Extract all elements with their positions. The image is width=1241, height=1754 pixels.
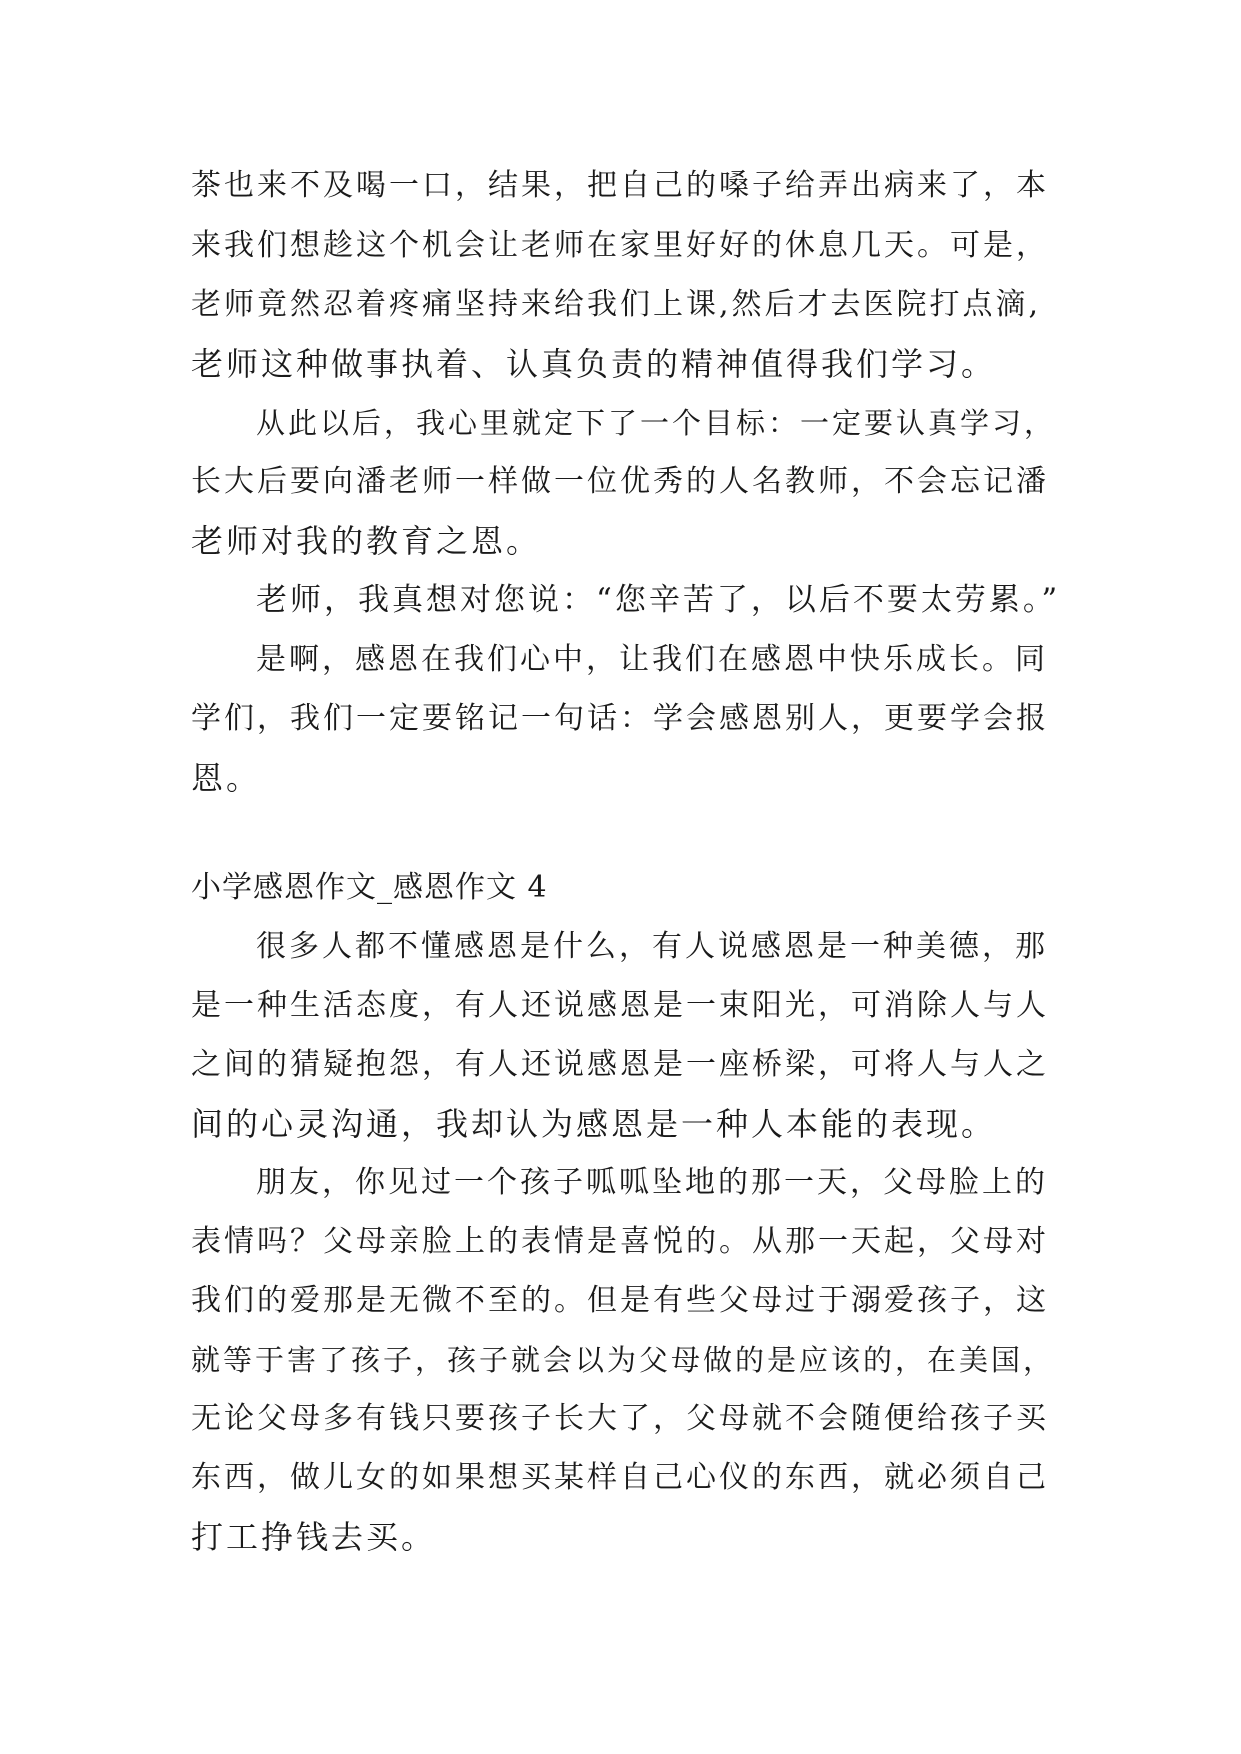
text-line: 从此以后，我心里就定下了一个目标：一定要认真学习， [256,406,1057,440]
text-line: 之间的猜疑抱怨，有人还说感恩是一座桥梁，可将人与人之 [191,1047,1049,1082]
text-line: 间的心灵沟通，我却认为感恩是一种人本能的表现。 [191,1105,997,1143]
text-line: 来我们想趁这个机会让老师在家里好好的休息几天。可是， [191,228,1049,263]
text-line: 表情吗？父母亲脸上的表情是喜悦的。从那一天起，父母对 [191,1224,1049,1259]
text-line: 茶也来不及喝一口，结果，把自己的嗓子给弄出病来了，本 [191,168,1049,203]
text-line: 我们的爱那是无微不至的。但是有些父母过于溺爱孩子，这 [191,1283,1049,1318]
text-line: 是啊，感恩在我们心中，让我们在感恩中快乐成长。同 [256,642,1048,677]
text-line: 老师这种做事执着、认真负责的精神值得我们学习。 [191,345,997,383]
text-line: 朋友，你见过一个孩子呱呱坠地的那一天，父母脸上的 [256,1165,1048,1200]
text-line: 打工挣钱去买。 [191,1518,437,1556]
text-line: 恩。 [191,759,262,797]
text-line: 老师竟然忍着疼痛坚持来给我们上课,然后才去医院打点滴, [191,287,1042,322]
text-line: 长大后要向潘老师一样做一位优秀的人名教师，不会忘记潘 [191,464,1049,499]
text-line: 老师，我真想对您说：“您辛苦了，以后不要太劳累。” [256,582,1061,618]
text-line: 就等于害了孩子，孩子就会以为父母做的是应该的，在美国， [191,1343,1056,1377]
text-line: 无论父母多有钱只要孩子长大了，父母就不会随便给孩子买 [191,1401,1049,1436]
text-line: 东西，做儿女的如果想买某样自己心仪的东西，就必须自己 [191,1460,1049,1495]
text-line: 学们，我们一定要铭记一句话：学会感恩别人，更要学会报 [191,701,1049,736]
text-line: 老师对我的教育之恩。 [191,522,542,560]
text-line: 很多人都不懂感恩是什么，有人说感恩是一种美德，那 [256,929,1048,964]
text-line: 是一种生活态度，有人还说感恩是一束阳光，可消除人与人 [191,988,1049,1023]
essay-title: 小学感恩作文_感恩作文 4 [191,870,548,905]
